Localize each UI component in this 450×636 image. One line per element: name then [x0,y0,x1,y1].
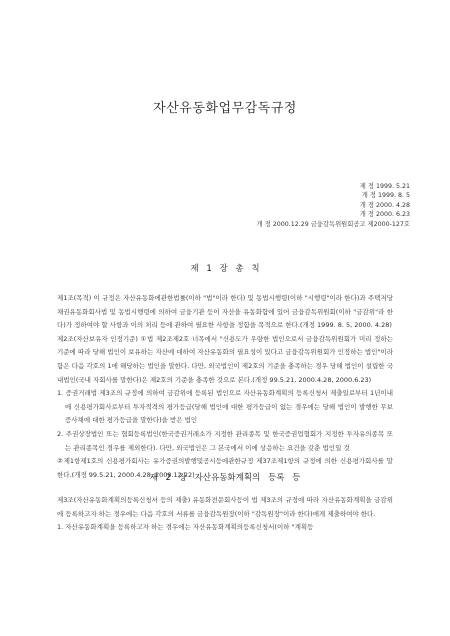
revision-line: 개 정 1999. 8. 5 [361,192,410,200]
revision-line: 개 정 2000. 4.28 [359,201,410,209]
revision-history [257,182,410,229]
chapter-2-body [57,494,393,535]
document-title: 자산유동화업무감독규정 [153,101,297,116]
chapter-1-body [57,292,393,482]
article-2-item-1: 1. 증권거래법 제3조의 규정에 의하여 금감위에 등록된 법인으로 자산유동화계획의 등록신청서 제출일로부터 1년이내에 신용평가회사로부터 투자적격의 평가등급(당해 법인에 대한 평가등급이 없는 경우에는 당해 법인이 발행한 무보증사채에 대한 평가등급을 말한다)을 받은 법인 [57,389,393,425]
chapter-2-heading: 제 2 장 자산유동화계획의 등록 등 [149,473,301,483]
article-2-paragraph-2: ②제1항제1호의 신용평가회사는 유가증권의발행및공시등에관한규정 제37조제1항의 규정에 의한 신용평가회사를 말한다.(개정 99.5.21, 2000.4.28, 2000.12.22) [57,457,393,479]
revision-line: 개 정 2000. 6.23 [359,211,410,219]
article-2-item-2: 2. 주권상장법인 또는 협회등록법인(한국증권거래소가 지정한 관리종목 및 한국증권업협회가 지정한 투자유의종목 또는 관리종목인 경우를 제외한다). 다만, 외국법인은 그 본국에서 이에 상응하는 요건을 갖춘 법인일 것 [57,429,393,452]
revision-line: 제 정 1999. 5.21 [359,183,410,190]
article-3-item-1: 1. 자산유동화계획을 등록하고자 하는 경우에는 자산유동화계획의등록신청서(이하 "계획등 [57,523,314,532]
article-2: 제2조(자산보유자 인정기준) ①법 제2조제2호 너목에서 "신용도가 우량한 법인으로서 금융감독위원회가 미리 정하는 기준에 따라 당해 법인이 보유하는 자산에 대하여 자산유동화의 필요성이 있다고 금융감독위원회가 인정하는 법인"이라 함은 다음 각호의 1에 해당하는 법인을 말한다. 다만, 외국법인이 제2호의 기준을 충족하는 경우 당해 법인이 설립한 국내법인(국내 자회사를 말한다)은 제2호의 기준을 충족한 것으로 본다.(개정 99.5.21, 2000.4.28, 2000.6.23) [57,334,393,384]
article-1: 제1조(목적) 이 규정은 자산유동화에관한법률(이하 "법"이라 한다) 및 동법시행령(이하 "시행령"이라 한다)과 주택저당채권유동화회사법 및 동법시행령에 의하여 금융기관 등이 자산을 유동화함에 있어 금융감독위원회(이하 "금감위"라 한다)가 정하여야 할 사항과 이의 처리 등에 관하여 필요한 사항을 정함을 목적으로 한다.(개정 1999. 8. 5, 2000. 4.28) [57,294,393,330]
revision-line: 개 정 2000.12.29 금융감독위원회공고 제2000-127호 [256,220,410,228]
chapter-1-heading: 제 1 장 총 칙 [190,264,260,274]
article-3: 제3조(자산유동화계획의등록신청서 등의 제출) 유동화전문회사등이 법 제3조의 규정에 따라 자산유동화계획을 금감위에 등록하고자 하는 경우에는 다음 각호의 서류를 금융감독원장(이하 "감독원장"이라 한다)에게 제출하여야 한다. [57,496,393,518]
